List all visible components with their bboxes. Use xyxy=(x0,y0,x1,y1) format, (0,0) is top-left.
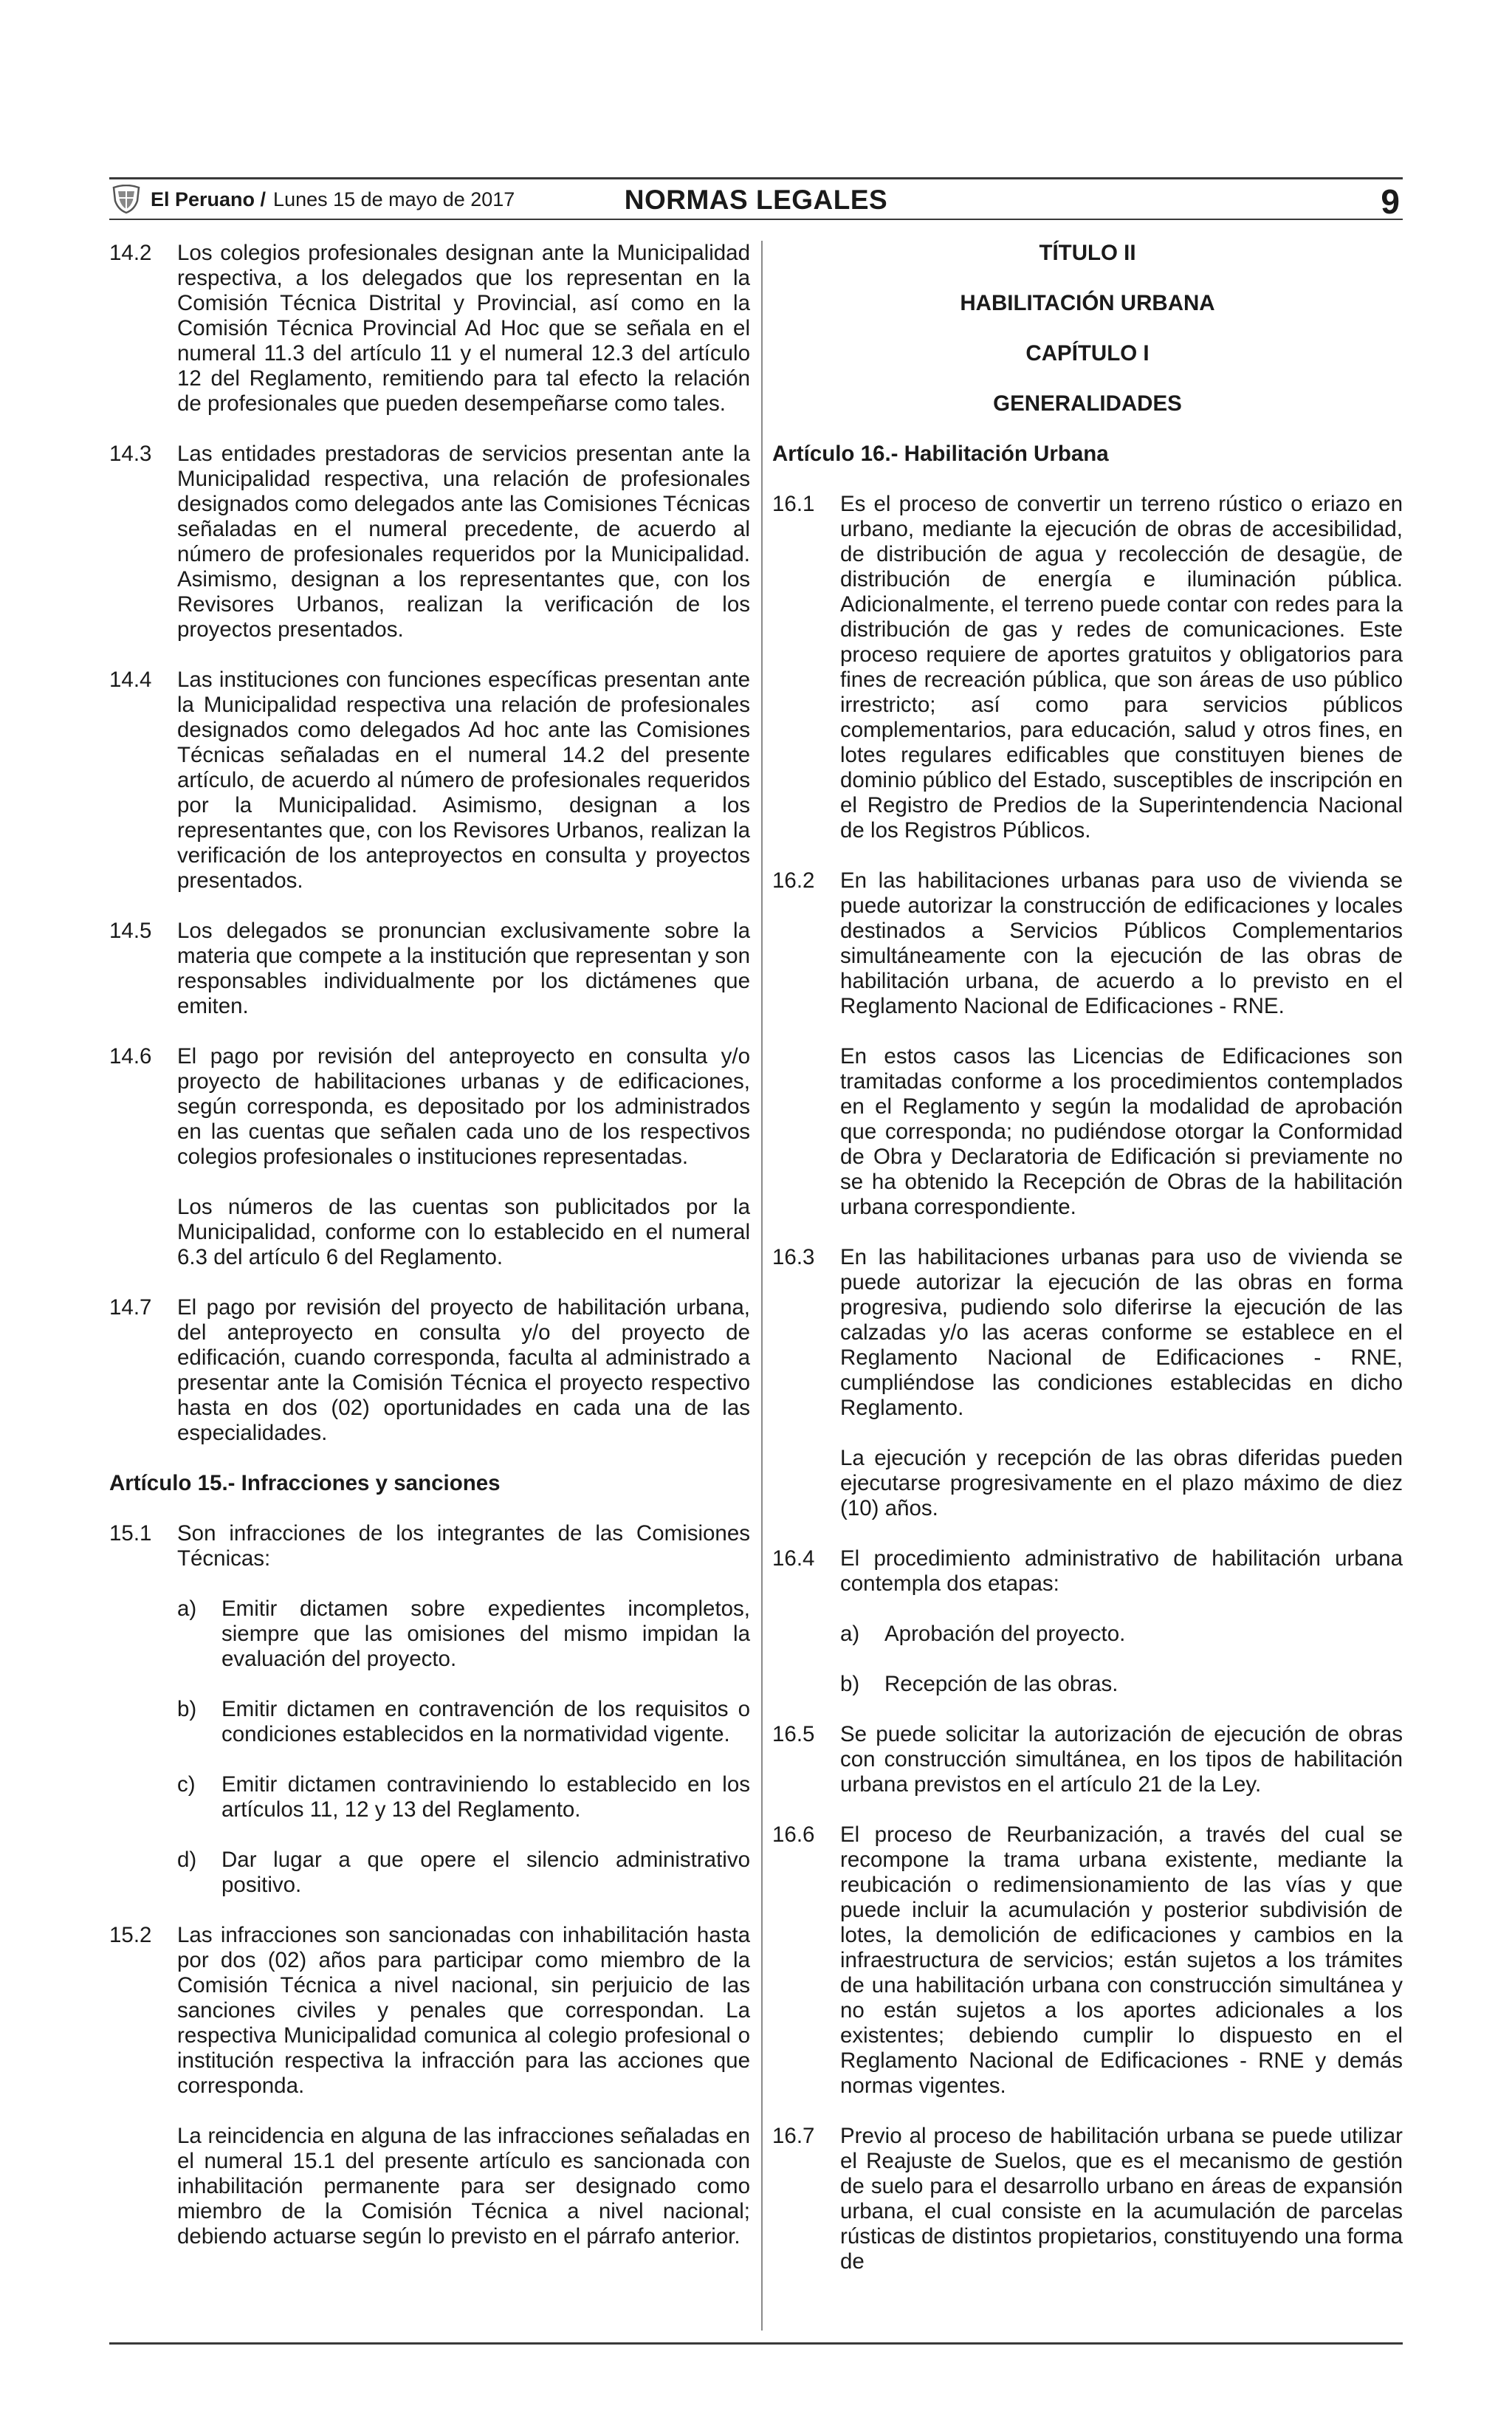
sub-item-letter: a) xyxy=(177,1597,197,1621)
sub-item-list xyxy=(840,1622,1403,1697)
item-body xyxy=(177,1521,750,1898)
sub-item-list xyxy=(177,1597,750,1898)
item-paragraph: Es el proceso de convertir un terreno rústico o eriazo en urbano, mediante la ejecución de obras de accesibilidad, de distribución de agua y recolección de desagüe, de distribución de energía e iluminación pública. Adicionalmente, el terreno puede contar con redes para la distribución de gas y redes de comunicaciones. Este proceso requiere de aportes gratuitos y obligatorios para fines de recreación pública, que son áreas de uso público irrestricto; así como para servicios públicos complementarios, para educación, salud y otros fines, en lotes regulares edificables que constituyen bienes de dominio público del Estado, susceptibles de inscripción en el Registro de Predios de la Superintendencia Nacional de los Registros Públicos. xyxy=(840,492,1403,843)
sub-item-text: Emitir dictamen sobre expedientes incompletos, siempre que las omisiones del mismo impidan la evaluación del proyecto. xyxy=(221,1597,750,1671)
item-intro: El procedimiento administrativo de habilitación urbana contempla dos etapas: xyxy=(840,1546,1403,1596)
item-paragraph: Las entidades prestadoras de servicios presentan ante la Municipalidad respectiva, una relación de profesionales designados como delegados ante las Comisiones Técnicas señaladas en el numeral precedente, de acuerdo al número de profesionales requeridos por la Municipalidad. Asimismo, designan a los representantes que, con los Revisores Urbanos, realizan la verificación de los proyectos presentados. xyxy=(177,442,750,642)
item-body xyxy=(840,2124,1403,2274)
numbered-item xyxy=(772,868,1403,1220)
item-number: 16.7 xyxy=(772,2124,815,2148)
item-body xyxy=(177,1923,750,2249)
footer-rule xyxy=(109,2342,1403,2345)
item-number: 14.3 xyxy=(109,442,152,466)
sub-item-letter: c) xyxy=(177,1772,196,1797)
item-number: 16.1 xyxy=(772,492,815,516)
numbered-item xyxy=(772,1245,1403,1521)
item-body xyxy=(177,919,750,1019)
item-body xyxy=(840,1822,1403,2099)
item-body xyxy=(177,241,750,416)
item-body xyxy=(177,442,750,642)
numbered-item xyxy=(109,1044,750,1270)
item-paragraph: Los colegios profesionales designan ante la Municipalidad respectiva, a los delegados que los representan en la Comisión Técnica Distrital y Provincial, así como en la Comisión Técnica Provincial Ad Hoc que se señala en el numeral 11.3 del artículo 11 y el numeral 12.3 del artículo 12 del Reglamento, remitiendo para tal efecto la relación de profesionales que pueden desempeñarse como tales. xyxy=(177,241,750,416)
right-column xyxy=(772,241,1403,2299)
numbered-item xyxy=(772,1822,1403,2099)
sub-item-text: Aprobación del proyecto. xyxy=(884,1622,1126,1646)
sub-item xyxy=(840,1622,1403,1647)
item-number: 14.5 xyxy=(109,919,152,943)
item-paragraph: Se puede solicitar la autorización de ejecución de obras con construcción simultánea, en los tipos de habilitación urbana previstos en el artículo 21 de la Ley. xyxy=(840,1722,1403,1797)
item-body xyxy=(840,1722,1403,1797)
titulo-name: HABILITACIÓN URBANA xyxy=(960,291,1215,315)
header-top-rule xyxy=(109,177,1403,179)
item-paragraph: En las habilitaciones urbanas para uso de vivienda se puede autorizar la construcción de edificaciones y locales destinados a Servicios Públicos Complementarios simultáneamente con la ejecución de las obras de habilitación urbana, de acuerdo a lo previsto en el Reglamento Nacional de Edificaciones - RNE. xyxy=(840,868,1403,1018)
numbered-item xyxy=(772,1546,1403,1697)
issue-date: Lunes 15 de mayo de 2017 xyxy=(273,188,515,210)
sub-item xyxy=(177,1848,750,1898)
item-number: 15.2 xyxy=(109,1923,152,1947)
sub-item xyxy=(840,1672,1403,1697)
item-body xyxy=(840,868,1403,1220)
sub-item-letter: b) xyxy=(177,1697,197,1721)
item-paragraph: En estos casos las Licencias de Edificaciones son tramitadas conforme a los procedimientos contemplados en el Reglamento y según la modalidad de aprobación que corresponda; no pudiéndose otorgar la Conformidad de Obra y Declaratoria de Edificación si previamente no se ha obtenido la Recepción de Obras de la habilitación urbana correspondiente. xyxy=(840,1044,1403,1219)
numbered-item xyxy=(109,241,750,416)
numbered-item xyxy=(772,492,1403,843)
item-number: 14.2 xyxy=(109,241,152,265)
item-number: 16.6 xyxy=(772,1822,815,1847)
numbered-item xyxy=(109,442,750,642)
right-items-group xyxy=(772,1722,1403,2274)
column-divider xyxy=(761,241,763,2331)
capitulo-name: GENERALIDADES xyxy=(993,391,1182,416)
item-paragraph: Las infracciones son sancionadas con inhabilitación hasta por dos (02) años para participar como miembro de la Comisión Técnica a nivel nacional, sin perjuicio de las sanciones civiles y penales que correspondan. La respectiva Municipalidad comunica al colegio profesional o institución respectiva la infracción para las acciones que corresponda. xyxy=(177,1923,750,2098)
item-paragraph: Los delegados se pronuncian exclusivamente sobre la materia que compete a la institución que representan y son responsables individualmente por los dictámenes que emiten. xyxy=(177,919,750,1018)
item-paragraph: El pago por revisión del anteproyecto en consulta y/o proyecto de habilitaciones urbanas y de edificaciones, según corresponda, es depositado por los administrados en las cuentas que señalen cada uno de los respectivos colegios profesionales o instituciones representadas. xyxy=(177,1044,750,1169)
item-number: 14.4 xyxy=(109,668,152,692)
item-number: 16.4 xyxy=(772,1546,815,1571)
right-items-group xyxy=(772,492,1403,1521)
page-number: 9 xyxy=(1381,182,1400,221)
item-paragraph: El pago por revisión del proyecto de habilitación urbana, del anteproyecto en consulta y/o del proyecto de edificación, cuando corresponda, faculta al administrado a presentar ante la Comisión Técnica el proyecto respectivo hasta en dos (02) oportunidades en cada una de las especialidades. xyxy=(177,1295,750,1445)
item-paragraph: La ejecución y recepción de las obras diferidas pueden ejecutarse progresivamente en el plazo máximo de diez (10) años. xyxy=(840,1446,1403,1520)
sub-item-text: Emitir dictamen contraviniendo lo establecido en los artículos 11, 12 y 13 del Reglamento. xyxy=(221,1772,750,1822)
item-number: 14.7 xyxy=(109,1295,152,1320)
article-15-title: Artículo 15.- Infracciones y sanciones xyxy=(109,1471,501,1495)
item-paragraph: Las instituciones con funciones específicas presentan ante la Municipalidad respectiva una relación de profesionales designados como delegados Ad hoc ante las Comisiones Técnicas señaladas en el numeral 14.2 del presente artículo, de acuerdo al número de profesionales requeridos por la Municipalidad. Asimismo, designan a los representantes que, con los Revisores Urbanos, realizan la verificación de los anteproyectos en consulta y proyectos presentados. xyxy=(177,668,750,893)
capitulo-heading: CAPÍTULO I xyxy=(1025,341,1150,366)
header-bottom-rule xyxy=(109,219,1403,220)
masthead-name: El Peruano / xyxy=(151,188,267,210)
numbered-item xyxy=(772,1722,1403,1797)
sub-item-letter: d) xyxy=(177,1848,197,1872)
titulo-heading: TÍTULO II xyxy=(1039,241,1136,265)
item-body xyxy=(840,1245,1403,1521)
numbered-item xyxy=(109,1295,750,1446)
item-paragraph: La reincidencia en alguna de las infracciones señaladas en el numeral 15.1 del presente artículo es sancionada con inhabilitación permanente para ser designado como miembro de la Comisión Técnica a nivel nacional; debiendo actuarse según lo previsto en el párrafo anterior. xyxy=(177,2124,750,2249)
item-paragraph: Previo al proceso de habilitación urbana se puede utilizar el Reajuste de Suelos, que es el mecanismo de gestión de suelo para el desarrollo urbano en áreas de expansión urbana, el cual consiste en la acumulación de parcelas rústicas de distintos propietarios, constituyendo una forma de xyxy=(840,2124,1403,2274)
numbered-item xyxy=(109,1923,750,2249)
sub-item-text: Emitir dictamen en contravención de los requisitos o condiciones establecidos en la normatividad vigente. xyxy=(221,1697,750,1746)
section-title: NORMAS LEGALES xyxy=(624,185,888,215)
item-body xyxy=(177,1295,750,1446)
item-number: 14.6 xyxy=(109,1044,152,1069)
item-paragraph: En las habilitaciones urbanas para uso de vivienda se puede autorizar la ejecución de las obras en forma progresiva, pudiendo solo diferirse la ejecución de las calzadas y/o las aceras conforme se establece en el Reglamento Nacional de Edificaciones - RNE, cumpliéndose las condiciones establecidas en dicho Reglamento. xyxy=(840,1245,1403,1420)
numbered-item xyxy=(772,2124,1403,2274)
numbered-item xyxy=(109,919,750,1019)
sub-item xyxy=(177,1772,750,1822)
sub-item-letter: a) xyxy=(840,1622,860,1646)
item-number: 15.1 xyxy=(109,1521,152,1546)
item-body xyxy=(840,492,1403,843)
left-items-group xyxy=(109,241,750,1446)
article-16-title: Artículo 16.- Habilitación Urbana xyxy=(772,442,1109,466)
item-number: 16.2 xyxy=(772,868,815,893)
left-column xyxy=(109,241,750,2274)
item-paragraph: Los números de las cuentas son publicitados por la Municipalidad, conforme con lo establecido en el numeral 6.3 del artículo 6 del Reglamento. xyxy=(177,1195,750,1269)
sub-item xyxy=(177,1597,750,1672)
item-number: 16.5 xyxy=(772,1722,815,1746)
item-body xyxy=(177,668,750,894)
item-body xyxy=(840,1546,1403,1697)
item-body xyxy=(177,1044,750,1270)
sub-item-text: Dar lugar a que opere el silencio administrativo positivo. xyxy=(221,1848,750,1897)
sub-item-letter: b) xyxy=(840,1672,860,1696)
numbered-item xyxy=(109,668,750,894)
numbered-item xyxy=(109,1521,750,1898)
item-paragraph: El proceso de Reurbanización, a través del cual se recompone la trama urbana existente, mediante la reubicación o redimensionamiento de las vías y que puede incluir la acumulación y posterior subdivisión de lotes, la demolición de edificaciones y cambios en la infraestructura de servicios; están sujetos a los trámites de una habilitación urbana con construcción simultánea y no están sujetos a los aportes adicionales a los existentes; debiendo cumplir lo dispuesto en el Reglamento Nacional de Edificaciones - RNE y demás normas vigentes. xyxy=(840,1822,1403,2098)
sub-item xyxy=(177,1697,750,1747)
item-number: 16.3 xyxy=(772,1245,815,1269)
page-header xyxy=(109,182,1403,221)
sub-item-text: Recepción de las obras. xyxy=(884,1672,1118,1696)
item-intro: Son infracciones de los integrantes de las Comisiones Técnicas: xyxy=(177,1521,750,1571)
